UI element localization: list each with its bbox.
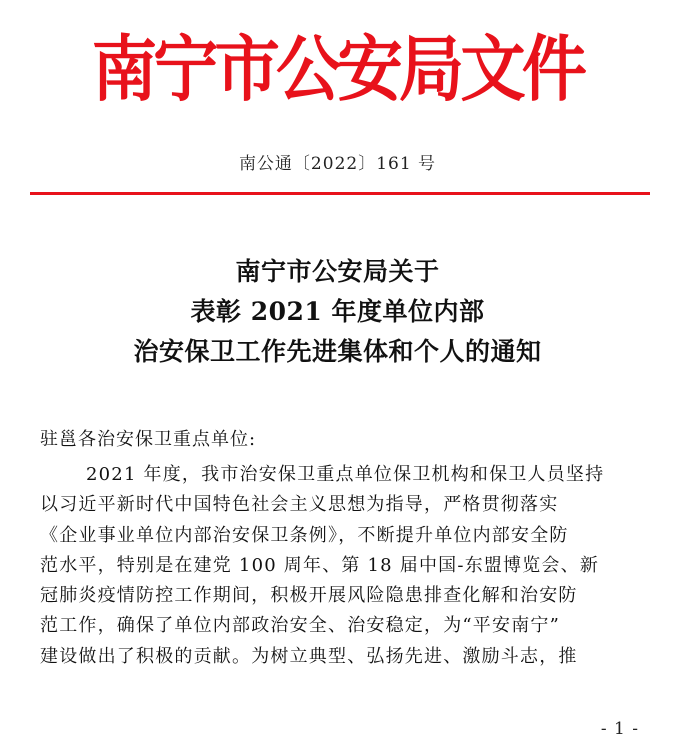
title-line: 表彰 2021 年度单位内部 <box>190 297 485 326</box>
document-title <box>0 252 675 372</box>
body-line: 建设做出了积极的贡献。为树立典型、弘扬先进、激励斗志，推 <box>40 645 578 667</box>
red-divider-line <box>30 192 650 195</box>
body-paragraph <box>40 460 640 672</box>
body-line: 《企业事业单位内部治安保卫条例》，不断提升单位内部安全防 <box>40 524 569 546</box>
salutation: 驻邕各治安保卫重点单位: <box>40 429 257 450</box>
page-number: - 1 - <box>600 719 639 739</box>
body-line: 冠肺炎疫情防控工作期间，积极开展风险隐患排查化解和治安防 <box>40 585 578 607</box>
body-line: 以习近平新时代中国特色社会主义思想为指导，严格贯彻落实 <box>40 494 559 516</box>
body-line: 范工作，确保了单位内部政治安全、治安稳定，为“平安南宁” <box>40 615 561 637</box>
title-line: 治安保卫工作先进集体和个人的通知 <box>133 337 542 366</box>
title-line: 南宁市公安局关于 <box>235 257 440 286</box>
body-line: 范水平，特别是在建党 100 周年、第 18 届中国-东盟博览会、新 <box>40 554 600 576</box>
document-number: 南公通〔2022〕161 号 <box>238 154 437 174</box>
issuer-banner: 南宁市公安局文件 <box>91 28 584 112</box>
body-line: 2021 年度，我市治安保卫重点单位保卫机构和保卫人员坚持 <box>86 464 605 485</box>
